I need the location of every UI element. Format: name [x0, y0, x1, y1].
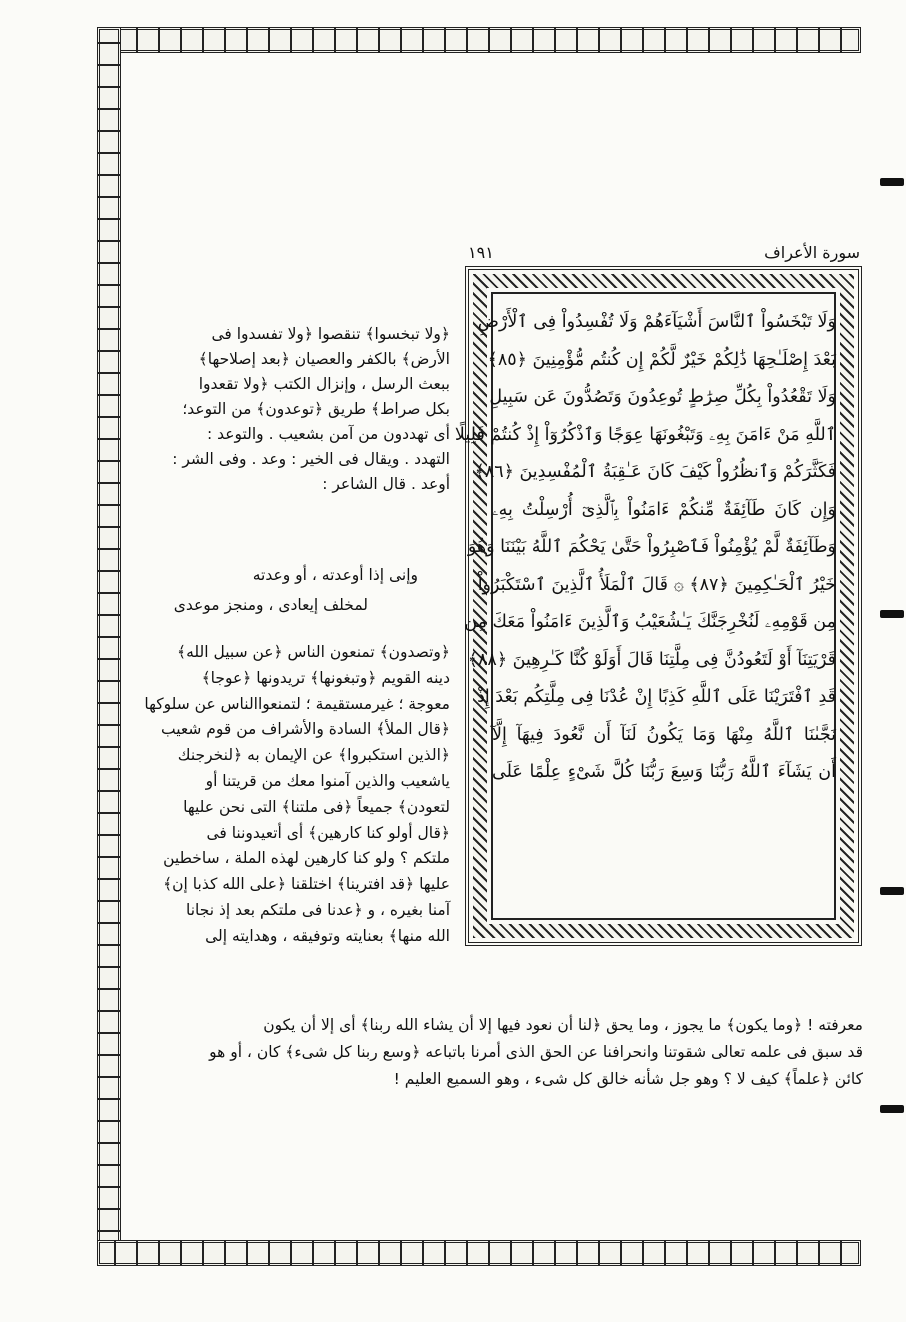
- tafsir-line: قد سبق فى علمه تعالى شقوتنا وانحرافنا عن الحق الذى أمرنا باتباعه ﴿وسع ربنا كل شىء﴾ كان ، أو هو: [209, 1043, 863, 1061]
- quran-line: نَجَّىٰنَا ٱللَّهُ مِنْهَا وَمَا يَكُونُ لَنَآ أَن نَّعُودَ فِيهَآ إِلَّآ: [492, 724, 836, 745]
- quran-line: وَإِن كَانَ طَآئِفَةٌ مِّنكُمْ ءَامَنُواْ بِٱلَّذِىٓ أُرْسِلْتُ بِهِۦ: [492, 499, 836, 520]
- margin-mark: [880, 887, 904, 895]
- poem-line: وإنى إذا أوعدته ، أو وعدته: [252, 566, 418, 584]
- tafsir-line: ﴿قال أولو كنا كارهين﴾ أى أتعيدوننا فى: [206, 823, 450, 842]
- ornamental-border-bottom: [97, 1240, 861, 1266]
- quran-verses: [454, 304, 836, 792]
- tafsir-line: الأرض﴾ بالكفر والعصيان ﴿بعد إصلاحها﴾: [198, 350, 450, 368]
- tafsir-line: أى تهددون من آمن بشعيب . والتوعد :: [206, 425, 450, 443]
- tafsir-line: ﴿الذين استكبروا﴾ عن الإيمان به ﴿لنخرجنك: [177, 746, 450, 765]
- ornamental-border-left: [97, 27, 121, 1266]
- tafsir-line: الله منها﴾ بعنايته وتوفيقه ، وهدايته إلى: [205, 926, 450, 945]
- quran-line: خَيْرُ ٱلْحَـٰكِمِينَ ﴿٨٧﴾ ۞ قَالَ ٱلْمَلَأُ ٱلَّذِينَ ٱسْتَكْبَرُواْ: [477, 574, 836, 595]
- tafsir-line: ﴿وتصدون﴾ تمنعون الناس ﴿عن سبيل الله﴾: [177, 643, 450, 661]
- tafsir-line: التهدد . ويقال فى الخير : وعد . وفى الشر :: [172, 450, 450, 468]
- tafsir-line: معرفته ! ﴿وما يكون﴾ ما يجوز ، وما يحق ﴿لنا أن نعود فيها إلا أن يشاء الله ربنا﴾ أى إلا أن يكون: [263, 1016, 863, 1034]
- surah-name: سورة الأعراف: [764, 242, 860, 262]
- page-number: ١٩١: [468, 242, 494, 262]
- tafsir-line: ملتكم ؟ ولو كنا كارهين لهذه الملة ، ساخطين: [163, 849, 450, 868]
- tafsir-top: [138, 322, 450, 497]
- tafsir-line: معوجة ؛ غيرمستقيمة ؛ لتمنعواالناس عن سلوكها: [144, 694, 450, 713]
- tafsir-middle: [138, 640, 450, 950]
- tafsir-line: عليها ﴿قد افترينا﴾ اختلقنا ﴿على الله كذبا إن﴾: [163, 875, 450, 894]
- page-header: [468, 240, 860, 264]
- tafsir-line: دينه القويم ﴿وتبغونها﴾ تريدونها ﴿عوجا﴾: [201, 668, 450, 687]
- quran-line: مِن قَوْمِهِۦ لَنُخْرِجَنَّكَ يَـٰشُعَيْبُ وَٱلَّذِينَ ءَامَنُواْ مَعَكَ مِن: [464, 612, 836, 632]
- tafsir-line: كائن ﴿علماً﴾ كيف لا ؟ وهو جل شأنه خالق كل شىء ، وهو السميع العليم !: [393, 1070, 863, 1088]
- tafsir-line: ببعث الرسل ، وإنزال الكتب ﴿ولا تقعدوا: [198, 375, 450, 393]
- quran-line: وَطَآئِفَةٌ لَّمْ يُؤْمِنُواْ فَٱصْبِرُواْ حَتَّىٰ يَحْكُمَ ٱللَّهُ بَيْنَنَا وَهُوَ: [467, 537, 836, 557]
- tafsir-line: ﴿قال الملأ﴾ السادة والأشراف من قوم شعيب: [161, 720, 450, 739]
- margin-mark: [880, 1105, 904, 1113]
- tafsir-line: آمنا بغيره ، و ﴿عدنا فى ملتكم بعد إذ نجانا: [185, 900, 450, 919]
- ornamental-border-top: [97, 27, 861, 53]
- quran-line: وَلَا تَقْعُدُواْ بِكُلِّ صِرَٰطٍ تُوعِدُونَ وَتَصُدُّونَ عَن سَبِيلِ: [489, 387, 836, 407]
- margin-mark: [880, 610, 904, 618]
- poem-verse: [148, 560, 438, 620]
- tafsir-line: أوعد . قال الشاعر :: [322, 475, 450, 493]
- quran-line: فَكَثَّرَكُمْ وَٱنظُرُواْ كَيْفَ كَانَ عَـٰقِبَةُ ٱلْمُفْسِدِينَ ﴿٨٦﴾: [474, 462, 836, 482]
- poem-line: لمخلف إيعادى ، ومنجز موعدى: [173, 596, 368, 614]
- tafsir-line: بكل صراط﴾ طريق ﴿توعدون﴾ من التوعد؛: [182, 400, 450, 418]
- tafsir-line: ﴿ولا تبخسوا﴾ تنقصوا ﴿ولا تفسدوا فى: [211, 325, 450, 343]
- quran-line: قَرْيَتِنَآ أَوْ لَتَعُودُنَّ فِى مِلَّتِنَا قَالَ أَوَلَوْ كُنَّا كَـٰرِهِينَ ﴿٨٨﴾: [467, 649, 836, 670]
- tafsir-line: ياشعيب والذين آمنوا معك من قريتنا أو: [205, 771, 450, 790]
- quran-line: وَلَا تَبْخَسُواْ ٱلنَّاسَ أَشْيَآءَهُمْ وَلَا تُفْسِدُواْ فِى ٱلْأَرْضِ: [477, 312, 836, 332]
- margin-mark: [880, 178, 904, 186]
- quran-line: أَن يَشَآءَ ٱللَّهُ رَبُّنَا وَسِعَ رَبُّنَا كُلَّ شَىْءٍ عِلْمًا عَلَى: [492, 762, 836, 782]
- quran-line: ٱللَّهِ مَنْ ءَامَنَ بِهِۦ وَتَبْغُونَهَا عِوَجًا وَٱذْكُرُوٓاْ إِذْ كُنتُمْ قَلِيلًا: [454, 424, 836, 445]
- tafsir-line: لتعودن﴾ جميعاً ﴿فى ملتنا﴾ التى نحن عليها: [183, 797, 450, 816]
- tafsir-bottom: [138, 1012, 863, 1093]
- quran-line: قَدِ ٱفْتَرَيْنَا عَلَى ٱللَّهِ كَذِبًا إِنْ عُدْنَا فِى مِلَّتِكُم بَعْدَ إِذْ: [477, 687, 836, 707]
- quran-line: بَعْدَ إِصْلَـٰحِهَا ذَٰلِكُمْ خَيْرٌ لَّكُمْ إِن كُنتُم مُّؤْمِنِينَ ﴿٨٥﴾: [487, 349, 836, 370]
